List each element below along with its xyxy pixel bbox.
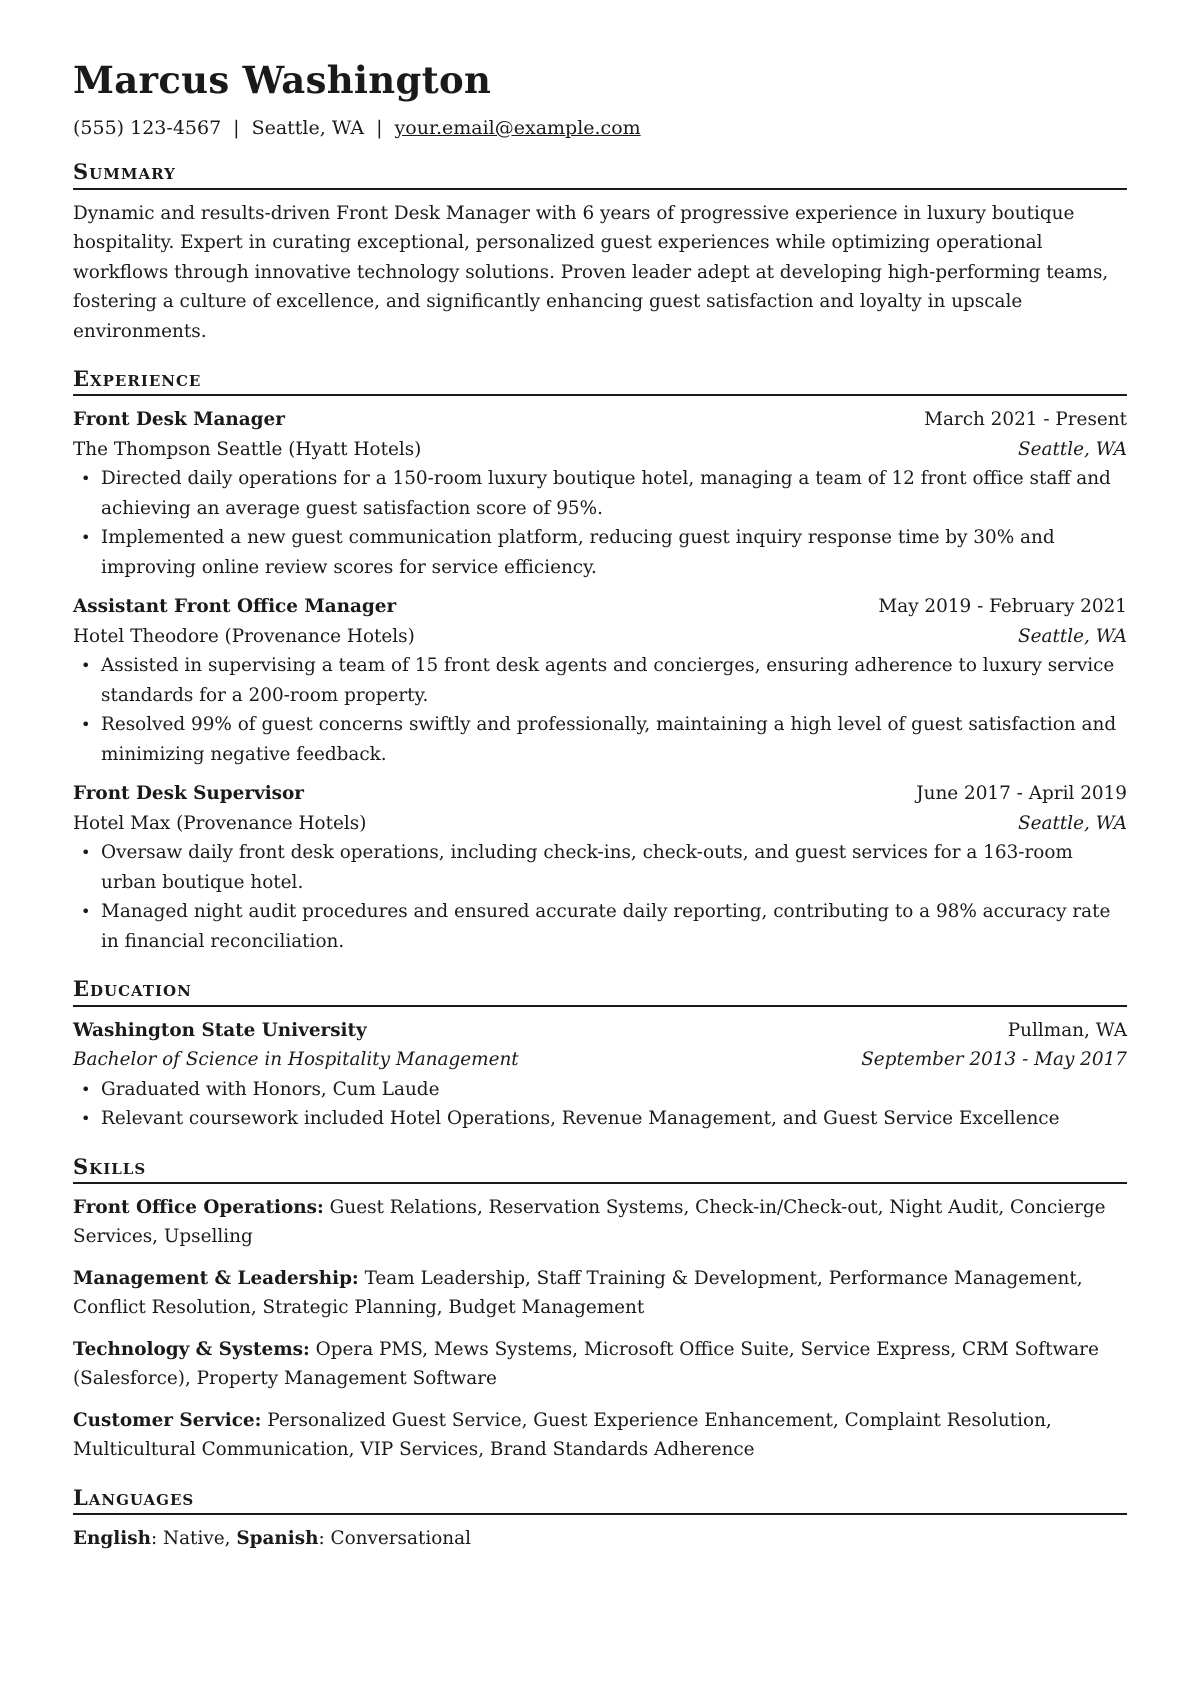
education-dates: September 2013 - May 2017 <box>861 1049 1127 1071</box>
job-bullets <box>73 651 1127 769</box>
job-entry <box>73 405 1127 582</box>
candidate-name: Marcus Washington <box>73 58 492 102</box>
bullet-item: • Graduated with Honors, Cum Laude <box>101 1075 1127 1105</box>
skill-list: Personalized Guest Service, Guest Experience Enhancement, Complaint Resolution, Multicultural Communication, VIP Services, Brand Standards Adherence <box>73 1409 1052 1461</box>
skill-label: Customer Service: <box>73 1409 262 1431</box>
skill-list: Guest Relations, Reservation Systems, Check-in/Check-out, Night Audit, Concierge Services, Upselling <box>73 1196 1106 1248</box>
job-location: Seattle, WA <box>1018 812 1127 834</box>
skill-label: Management & Leadership: <box>73 1267 359 1289</box>
education-bullets <box>73 1075 1127 1134</box>
job-company: Hotel Max (Provenance Hotels) <box>73 812 367 834</box>
experience-heading: Experience <box>73 366 1127 396</box>
separator: | <box>233 116 240 139</box>
job-dates: March 2021 - Present <box>924 409 1127 431</box>
bullet-item: • Resolved 99% of guest concerns swiftly and professionally, maintaining a high level of guest satisfaction and minimizing negative feedback. <box>101 710 1127 769</box>
job-entry <box>73 779 1127 956</box>
language-name: Spanish <box>236 1527 319 1549</box>
education-entry <box>73 1016 1127 1134</box>
separator: | <box>376 116 383 139</box>
language-level: Conversational <box>330 1527 471 1549</box>
skill-group <box>73 1335 1127 1394</box>
job-title: Front Desk Supervisor <box>73 783 304 805</box>
summary-text: Dynamic and results-driven Front Desk Manager with 6 years of progressive experience in luxury boutique hospitality. Expert in curating exceptional, personalized guest experiences while optimizing operational workflows through innovative technology solutions. Proven leader adept at developing high-performing teams, fostering a culture of excellence, and significantly enhancing guest satisfaction and loyalty in upscale environments. <box>73 202 1109 342</box>
language-level: Native <box>163 1527 225 1549</box>
job-dates: June 2017 - April 2019 <box>916 783 1127 805</box>
contact-line <box>73 117 1127 140</box>
skills-heading: Skills <box>73 1154 1127 1184</box>
location: Seattle, WA <box>251 116 365 139</box>
skill-label: Front Office Operations: <box>73 1196 324 1218</box>
phone-number: (555) 123-4567 <box>73 116 222 139</box>
languages-heading: Languages <box>73 1485 1127 1515</box>
school-name: Washington State University <box>73 1019 367 1041</box>
bullet-item: • Assisted in supervising a team of 15 front desk agents and concierges, ensuring adherence to luxury service standards for a 200-room property. <box>101 651 1127 710</box>
school-location: Pullman, WA <box>1007 1019 1127 1041</box>
bullet-item: • Directed daily operations for a 150-room luxury boutique hotel, managing a team of 12 front office staff and achieving an average guest satisfaction score of 95%. <box>101 464 1127 523</box>
job-company: The Thompson Seattle (Hyatt Hotels) <box>73 438 422 460</box>
skill-group <box>73 1406 1127 1465</box>
job-dates: May 2019 - February 2021 <box>878 596 1127 618</box>
job-location: Seattle, WA <box>1018 625 1127 647</box>
job-bullets <box>73 838 1127 956</box>
language-name: English <box>73 1527 151 1549</box>
education-heading: Education <box>73 976 1127 1006</box>
summary-heading: Summary <box>73 159 1127 189</box>
skill-label: Technology & Systems: <box>73 1338 310 1360</box>
degree: Bachelor of Science in Hospitality Management <box>73 1049 519 1071</box>
bullet-item: • Relevant coursework included Hotel Operations, Revenue Management, and Guest Service Excellence <box>101 1104 1127 1134</box>
skill-group <box>73 1193 1127 1252</box>
skill-list: Team Leadership, Staff Training & Development, Performance Management, Conflict Resolution, Strategic Planning, Budget Management <box>73 1267 1083 1319</box>
job-title: Front Desk Manager <box>73 409 285 431</box>
bullet-item: • Implemented a new guest communication platform, reducing guest inquiry response time by 30% and improving online review scores for service efficiency. <box>101 523 1127 582</box>
resume-page <box>73 60 1127 1553</box>
job-bullets <box>73 464 1127 582</box>
job-entry <box>73 592 1127 769</box>
email-link[interactable]: your.email@example.com <box>394 116 641 139</box>
job-company: Hotel Theodore (Provenance Hotels) <box>73 625 415 647</box>
bullet-item: • Managed night audit procedures and ensured accurate daily reporting, contributing to a 98% accuracy rate in financial reconciliation. <box>101 897 1127 956</box>
job-title: Assistant Front Office Manager <box>73 596 397 618</box>
bullet-item: • Oversaw daily front desk operations, including check-ins, check-outs, and guest services for a 163-room urban boutique hotel. <box>101 838 1127 897</box>
languages-line: English: Native, Spanish: Conversational <box>73 1527 471 1549</box>
skill-group <box>73 1264 1127 1323</box>
skill-list: Opera PMS, Mews Systems, Microsoft Office Suite, Service Express, CRM Software (Salesforce), Property Management Software <box>73 1338 1099 1390</box>
job-location: Seattle, WA <box>1018 438 1127 460</box>
